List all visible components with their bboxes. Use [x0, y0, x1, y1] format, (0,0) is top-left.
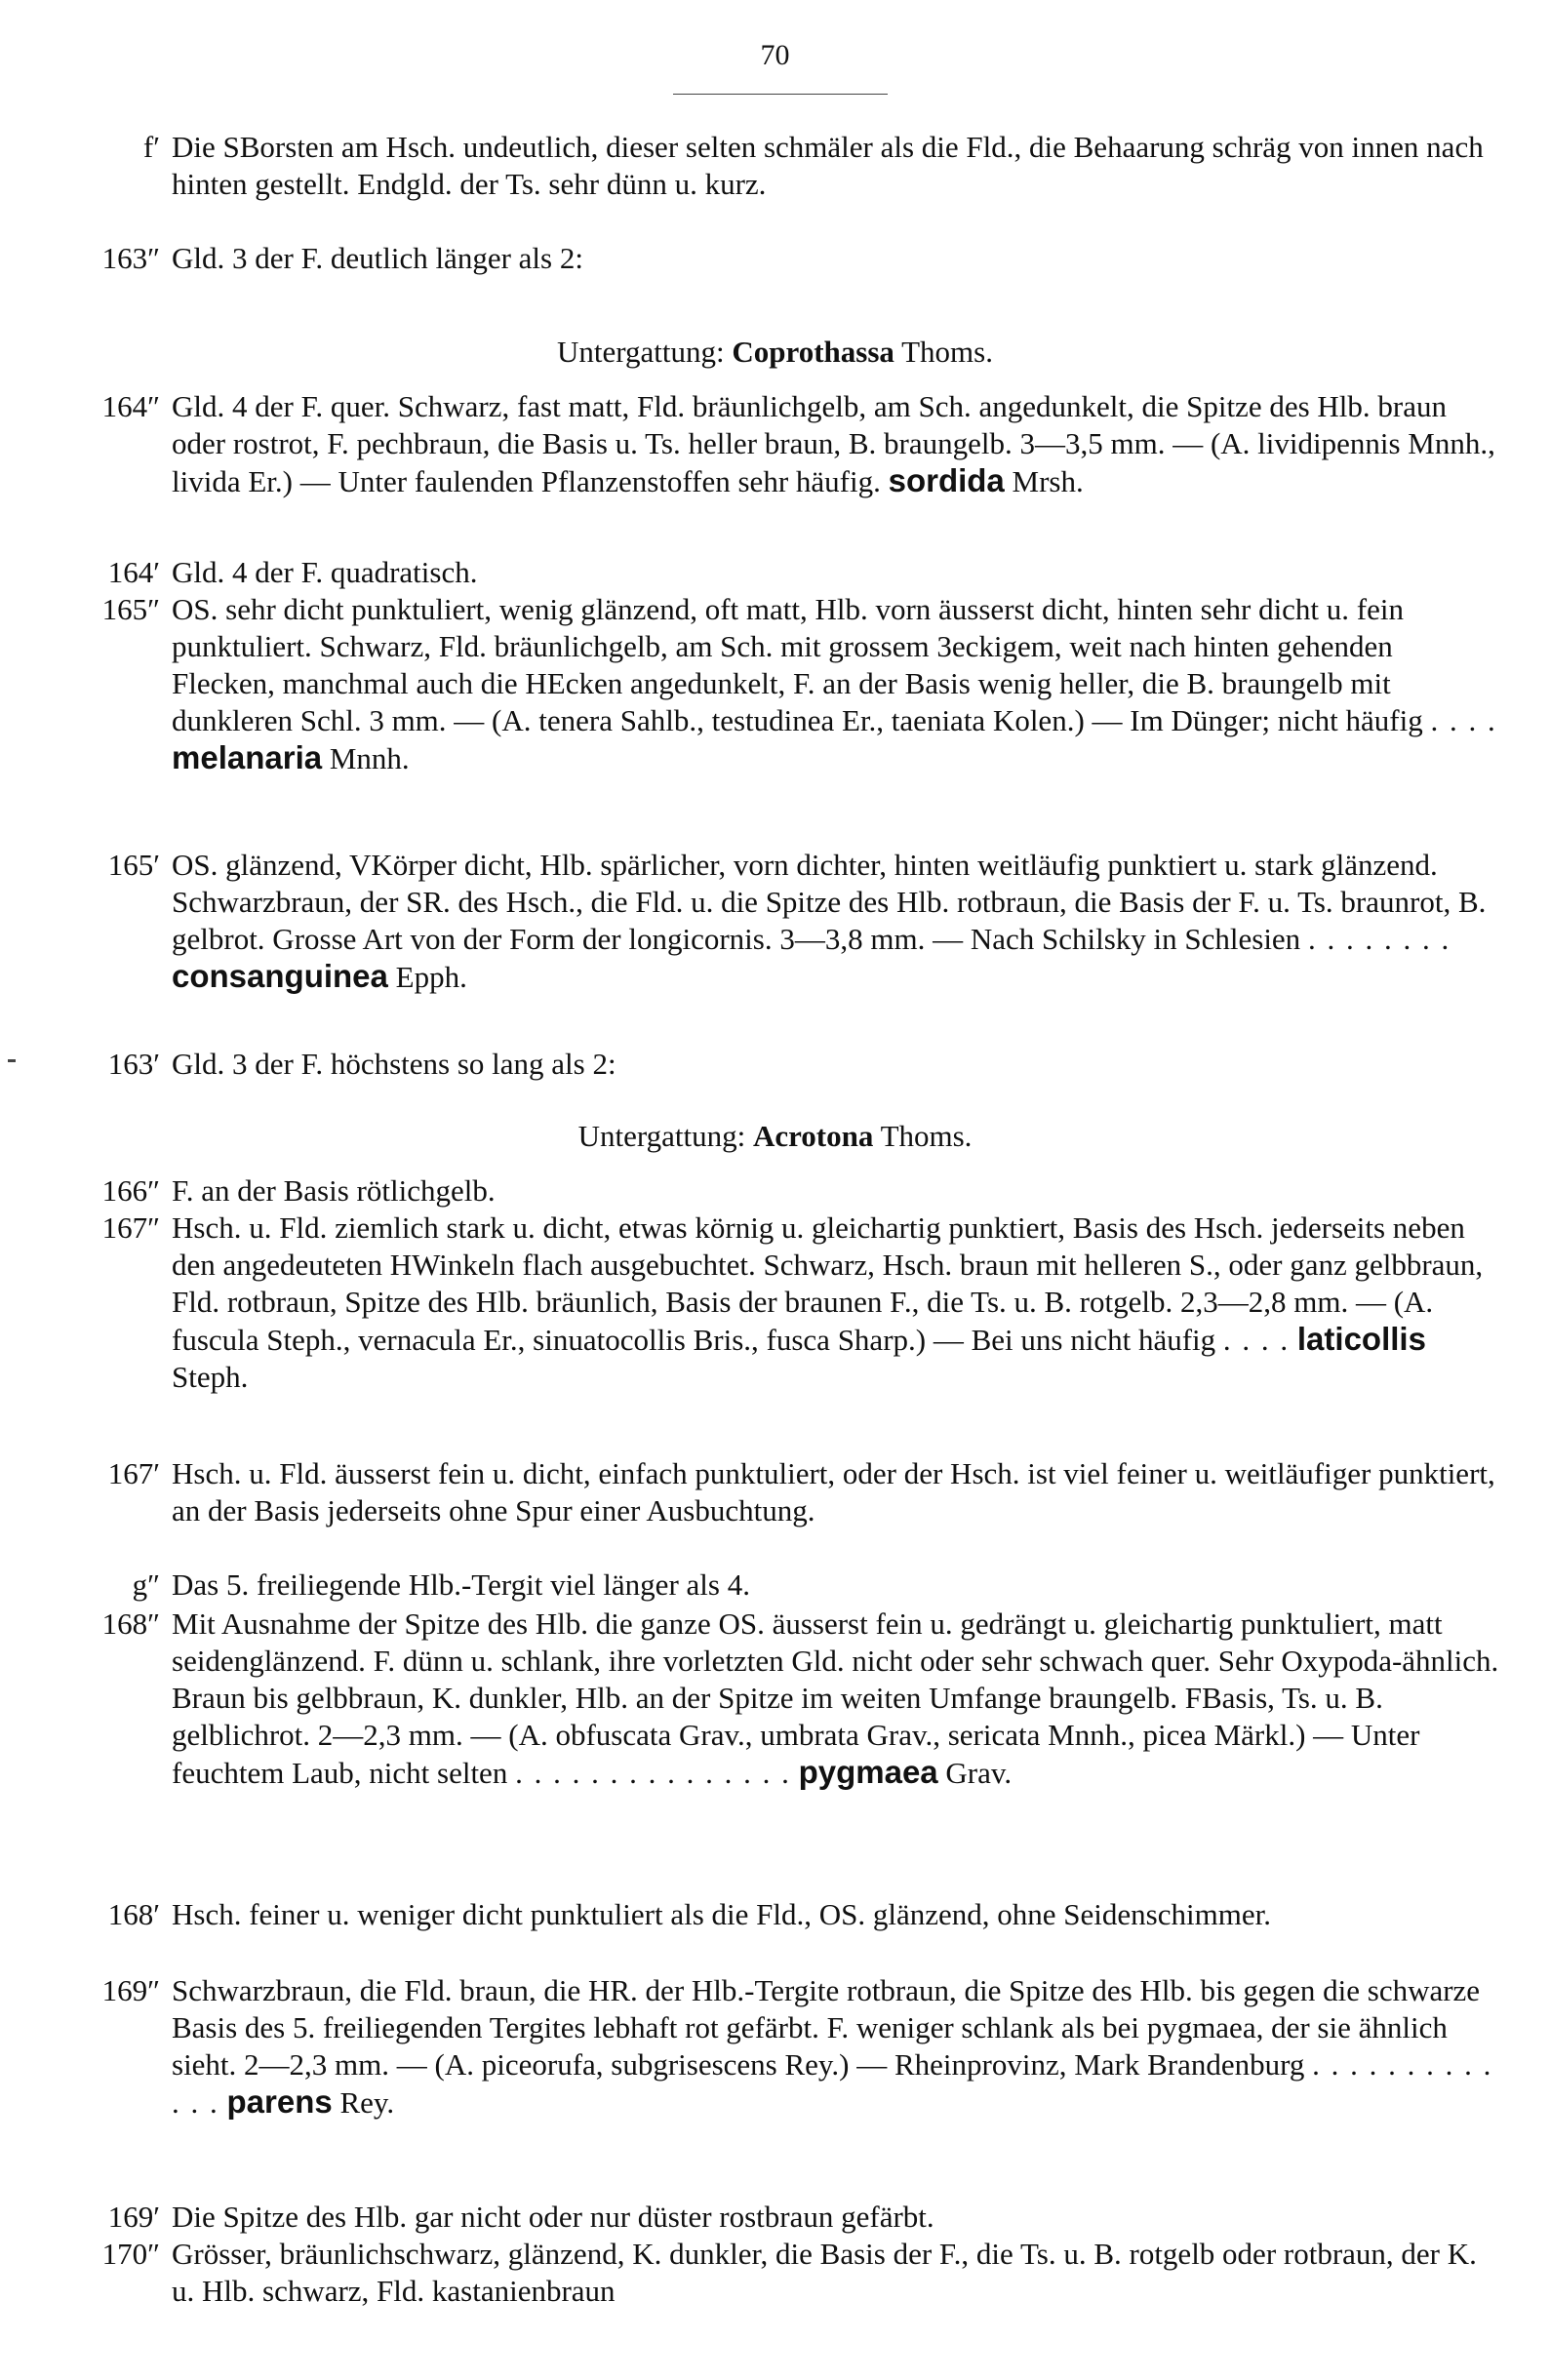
dot-leader: . . . . . . . .: [1307, 922, 1451, 956]
species-name: parens: [226, 2083, 333, 2120]
entry-description: OS. sehr dicht punktuliert, wenig glänzend, oft matt, Hlb. vorn äusserst dicht, hinten sehr dicht u. fein punktuliert. Schwarz, Fld. bräunlichgelb, am Sch. mit grossem 3eckigem, weit nach hinten gehenden Flecken, manchmal auch die HEcken angedunkelt, F. an der Basis wenig heller, die B. braungelb mit dunkleren Schl. 3 mm. — (A. tenera Sahlb., testudinea Er., taeniata Kolen.) — Im Dünger; nicht häufig: [172, 592, 1423, 737]
species-author: Mrsh.: [1012, 464, 1084, 498]
entry-text: [172, 591, 1500, 777]
entry-text: [172, 1606, 1500, 1792]
dot-leader: . . . .: [1222, 1323, 1291, 1357]
species-name: pygmaea: [798, 1754, 938, 1790]
entry-key: f′: [142, 130, 160, 164]
entry-key: 169″: [101, 1973, 160, 2007]
entry-text: [172, 388, 1500, 500]
species-author: Rey.: [339, 2085, 395, 2120]
species-name: sordida: [888, 462, 1005, 498]
entry-text: [172, 1972, 1500, 2122]
entry-text: [172, 1210, 1500, 1396]
entry-text: Die Spitze des Hlb. gar nicht oder nur düster rostbraun gefärbt.: [172, 2200, 934, 2234]
heading-prefix: Untergattung:: [577, 1119, 746, 1153]
species-author: Mnnh.: [329, 741, 410, 775]
entry-key: 163″: [101, 241, 160, 275]
entry-key: 164″: [101, 389, 160, 423]
page-number: 70: [760, 39, 790, 71]
entry-key: 164′: [107, 555, 160, 589]
entry-key: 165′: [107, 848, 160, 882]
heading-prefix: Untergattung:: [557, 335, 725, 369]
entry-text: F. an der Basis rötlichgelb.: [172, 1173, 496, 1208]
heading-author: Thoms.: [901, 335, 993, 369]
entry-text: Die SBorsten am Hsch. undeutlich, dieser selten schmäler als die Fld., die Behaarung schräg von innen nach hinten gestellt. Endgld. der Ts. sehr dünn u. kurz.: [172, 130, 1484, 201]
entry-key: 167′: [107, 1456, 160, 1490]
entry-text: Gld. 3 der F. deutlich länger als 2:: [172, 241, 583, 275]
entry-text: Hsch. feiner u. weniger dicht punktuliert als die Fld., OS. glänzend, ohne Seidenschimmer.: [172, 1897, 1271, 1931]
species-name: consanguinea: [172, 958, 388, 994]
species-name: laticollis: [1296, 1321, 1426, 1357]
entry-key: 166″: [101, 1173, 160, 1208]
entry-text: [172, 847, 1500, 996]
species-name: melanaria: [172, 739, 323, 775]
entry-text: Hsch. u. Fld. äusserst fein u. dicht, einfach punktuliert, oder der Hsch. ist viel feiner u. weitläufiger punktiert, an der Basis jederseits ohne Spur einer Ausbuchtung.: [172, 1456, 1495, 1527]
entry-key: 168′: [107, 1897, 160, 1931]
entry-text: Das 5. freiliegende Hlb.-Tergit viel länger als 4.: [172, 1567, 750, 1602]
entry-description: Hsch. u. Fld. ziemlich stark u. dicht, etwas körnig u. gleichartig punktiert, Basis des Hsch. jederseits neben den angedeuteten HWinkeln flach ausgebuchtet. Schwarz, Hsch. braun mit helleren S., oder ganz gelbbraun, Fld. rotbraun, Spitze des Hlb. bräunlich, Basis der braunen F., die Ts. u. B. rotgelb. 2,3—2,8 mm. — (A. fuscula Steph., vernacula Er., sinuatocollis Bris., fusca Sharp.) — Bei uns nicht häufig: [172, 1210, 1484, 1357]
entry-text: Grösser, bräunlichschwarz, glänzend, K. dunkler, die Basis der F., die Ts. u. B. rotgelb oder rotbraun, der K. u. Hlb. schwarz, Fld. kastanienbraun: [172, 2237, 1477, 2308]
species-author: Epph.: [395, 960, 467, 994]
heading-genus: Coprothassa: [732, 335, 894, 369]
entry-key: 163′: [107, 1047, 160, 1081]
species-author: Steph.: [172, 1360, 249, 1394]
subgenus-heading: [0, 334, 1550, 371]
entry-description: Schwarzbraun, die Fld. braun, die HR. der Hlb.-Tergite rotbraun, die Spitze des Hlb. bis gegen die schwarze Basis des 5. freiliegenden Tergites lebhaft rot gefärbt. F. weniger schlank als bei pygmaea, der sie ähnlich sieht. 2—2,3 mm. — (A. piceorufa, subgrisescens Rey.) — Rheinprovinz, Mark Brandenburg: [172, 1973, 1481, 2082]
header-rule: [673, 94, 888, 95]
entry-description: OS. glänzend, VKörper dicht, Hlb. spärlicher, vorn dichter, hinten weitläufig punktiert u. stark glänzend. Schwarzbraun, der SR. des Hsch., die Fld. u. die Spitze des Hlb. rotbraun, die Basis der F. u. Ts. braunrot, B. gelbrot. Grosse Art von der Form der longicornis. 3—3,8 mm. — Nach Schilsky in Schlesien: [172, 848, 1487, 956]
entry-text: Gld. 4 der F. quadratisch.: [172, 555, 478, 589]
heading-genus: Acrotona: [752, 1119, 874, 1153]
dot-leader: . . . .: [1430, 703, 1497, 737]
entry-key: 168″: [101, 1606, 160, 1641]
dot-leader: . . . . . . . . . . . . . . .: [515, 1756, 791, 1790]
species-author: Grav.: [945, 1756, 1013, 1790]
dot-leader: . . . . . . . . . . . . .: [172, 2047, 1493, 2120]
entry-text: Gld. 3 der F. höchstens so lang als 2:: [172, 1047, 616, 1081]
entry-key: 170″: [101, 2237, 160, 2271]
heading-author: Thoms.: [880, 1119, 973, 1153]
entry-description: Gld. 4 der F. quer. Schwarz, fast matt, Fld. bräunlichgelb, am Sch. angedunkelt, die Spitze des Hlb. braun oder rostrot, F. pechbraun, die Basis u. Ts. heller braun, B. braungelb. 3—3,5 mm. — (A. lividipennis Mnnh., livida Er.) — Unter faulenden Pflanzenstoffen sehr häufig.: [172, 389, 1495, 498]
entry-description: Mit Ausnahme der Spitze des Hlb. die ganze OS. äusserst fein u. gedrängt u. gleichartig punktuliert, matt seidenglänzend. F. dünn u. schlank, ihre vorletzten Gld. nicht oder sehr schwach quer. Sehr Oxypoda-ähnlich. Braun bis gelbbraun, K. dunkler, Hlb. an der Spitze im weiten Umfange braungelb. FBasis, Ts. u. B. gelblichrot. 2—2,3 mm. — (A. obfuscata Grav., umbrata Grav., sericata Mnnh., picea Märkl.) — Unter feuchtem Laub, nicht selten: [172, 1606, 1499, 1790]
subgenus-heading: [0, 1118, 1550, 1155]
entry-key: 169′: [107, 2200, 160, 2234]
entry-key: 165″: [101, 592, 160, 626]
entry-key: 167″: [101, 1210, 160, 1245]
entry-key: g″: [132, 1567, 160, 1602]
